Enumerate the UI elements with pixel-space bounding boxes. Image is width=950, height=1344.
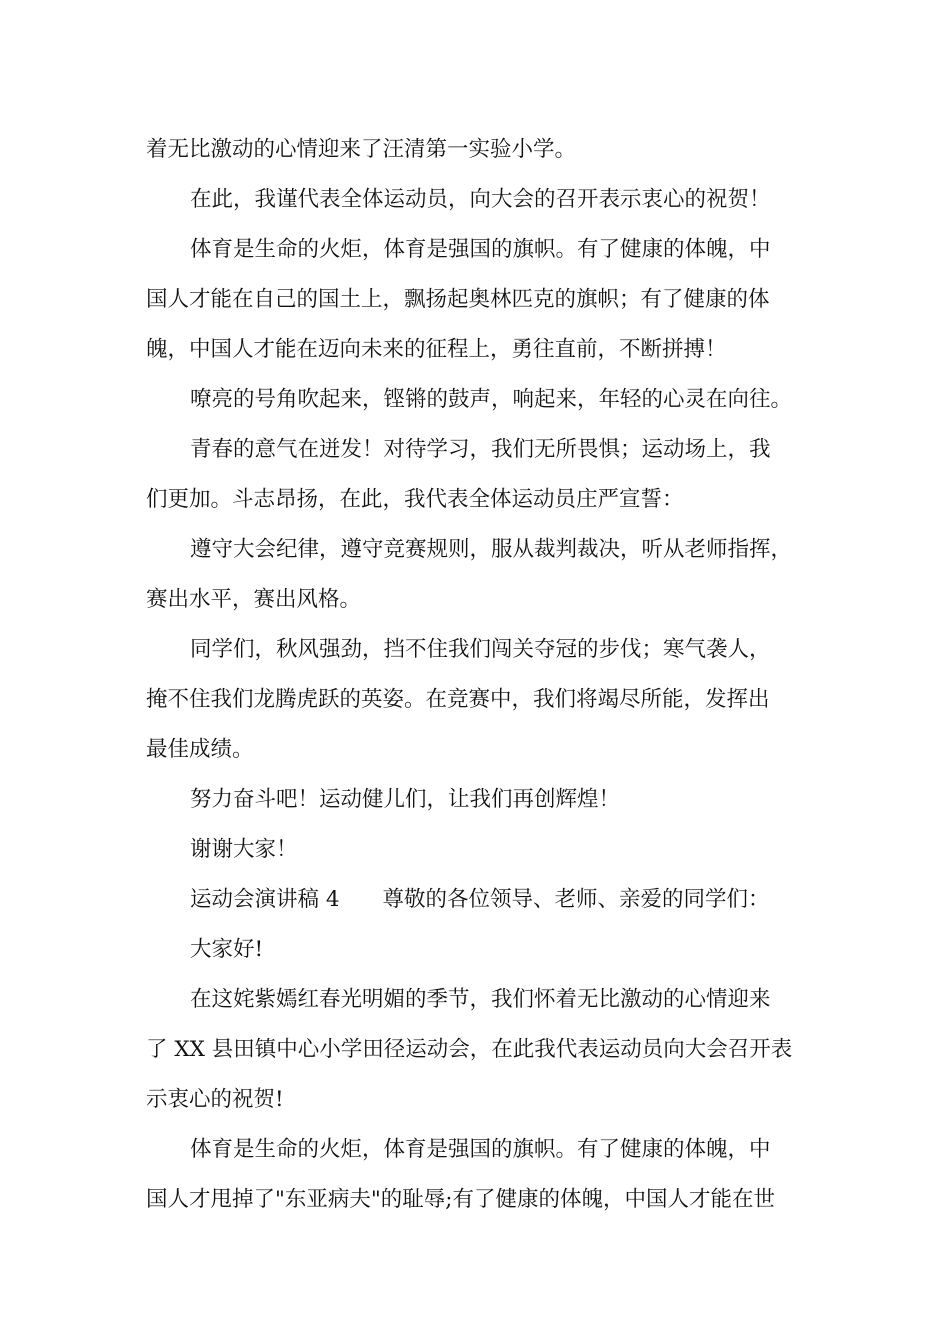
text-line: 同学们，秋风强劲，挡不住我们闯关夺冠的步伐；寒气袭人， [190, 637, 771, 662]
text-line: 国人才能在自己的国土上，飘扬起奥林匹克的旗帜；有了健康的体 [146, 287, 770, 312]
text-line: 遵守大会纪律，遵守竞赛规则，服从裁判裁决，听从老师指挥， [190, 537, 793, 562]
text-line: 着无比激动的心情迎来了汪清第一实验小学。 [146, 137, 577, 162]
text-line: 在此，我谨代表全体运动员，向大会的召开表示衷心的祝贺！ [190, 187, 771, 212]
text-line: 们更加。斗志昂扬，在此，我代表全体运动员庄严宣誓： [146, 487, 684, 512]
text-line: 努力奋斗吧！运动健儿们，让我们再创辉煌！ [190, 787, 621, 812]
text-line: 掩不住我们龙腾虎跃的英姿。在竞赛中，我们将竭尽所能，发挥出 [146, 687, 770, 712]
text-line: 国人才甩掉了"东亚病夫"的耻辱;有了健康的体魄，中国人才能在世 [146, 1187, 776, 1212]
text-line: 赛出水平，赛出风格。 [146, 587, 362, 612]
text-line: 青春的意气在迸发！对待学习，我们无所畏惧；运动场上，我 [190, 437, 771, 462]
text-line: 在这姹紫嫣红春光明媚的季节，我们怀着无比激动的心情迎来 [190, 987, 771, 1012]
text-line: 了 XX 县田镇中心小学田径运动会，在此我代表运动员向大会召开表 [146, 1037, 793, 1062]
text-line: 嘹亮的号角吹起来，铿锵的鼓声，响起来，年轻的心灵在向往。 [190, 387, 793, 412]
text-line: 最佳成绩。 [146, 737, 254, 762]
text-line: 体育是生命的火炬，体育是强国的旗帜。有了健康的体魄，中 [190, 237, 771, 262]
text-line: 魄，中国人才能在迈向未来的征程上，勇往直前，不断拼搏！ [146, 337, 727, 362]
text-line: 运动会演讲稿 4 尊敬的各位领导、老师、亲爱的同学们： [190, 887, 770, 912]
text-line: 体育是生命的火炬，体育是强国的旗帜。有了健康的体魄，中 [190, 1137, 771, 1162]
text-line: 示衷心的祝贺! [146, 1087, 284, 1112]
text-line: 谢谢大家！ [190, 837, 298, 862]
text-line: 大家好! [190, 937, 264, 962]
